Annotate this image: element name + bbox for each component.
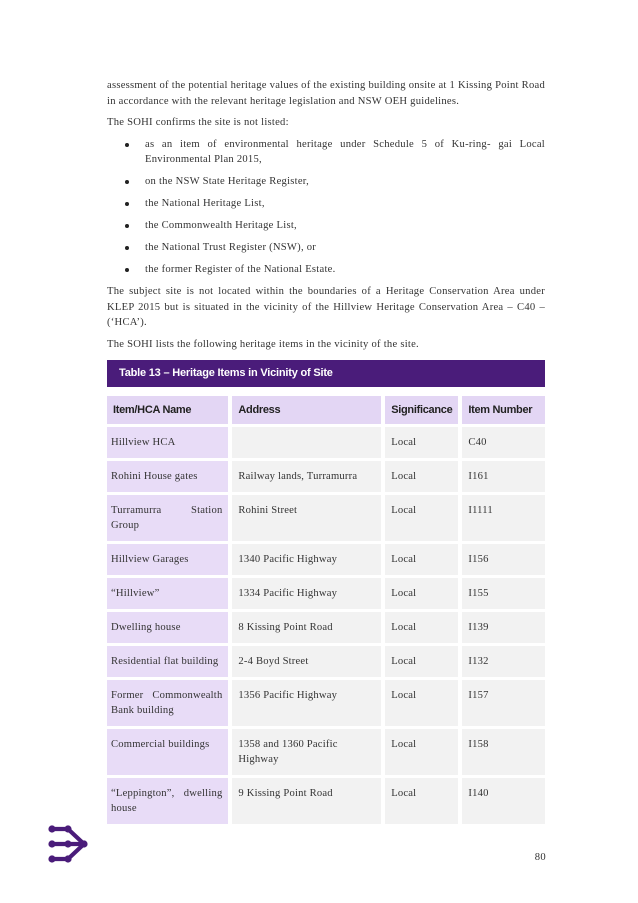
cell-significance: Local	[385, 729, 458, 775]
cell-address: Rohini Street	[232, 495, 381, 541]
cell-address: 1356 Pacific Highway	[232, 680, 381, 726]
table-row	[107, 778, 545, 824]
cell-item-number: I157	[462, 680, 545, 726]
cell-address: 1334 Pacific Highway	[232, 578, 381, 609]
bullet-icon	[125, 202, 129, 206]
cell-significance: Local	[385, 427, 458, 458]
table-caption: Table 13 – Heritage Items in Vicinity of Site	[107, 360, 545, 387]
cell-item-name: Rohini House gates	[107, 461, 228, 492]
cell-significance: Local	[385, 578, 458, 609]
cell-significance: Local	[385, 461, 458, 492]
cell-item-number: I161	[462, 461, 545, 492]
list-item: the former Register of the National Estate.	[107, 262, 545, 278]
bullet-icon	[125, 246, 129, 250]
cell-significance: Local	[385, 544, 458, 575]
cell-address: 9 Kissing Point Road	[232, 778, 381, 824]
bullet-icon	[125, 268, 129, 272]
list-item: the Commonwealth Heritage List,	[107, 218, 545, 234]
list-item: the National Heritage List,	[107, 196, 545, 212]
cell-item-number: I139	[462, 612, 545, 643]
list-item: on the NSW State Heritage Register,	[107, 174, 545, 190]
intro-paragraph-3: The subject site is not located within the boundaries of a Heritage Conservation Area under KLEP 2015 but is situated in the vicinity of the Hillview Heritage Conservation Area – C40 – (‘HCA’).	[107, 286, 545, 328]
not-listed-list	[107, 137, 545, 278]
table-row	[107, 461, 545, 492]
cell-item-name: Turramurra Station Group	[107, 495, 228, 541]
cell-item-name: Hillview HCA	[107, 427, 228, 458]
cell-item-name: Commercial buildings	[107, 729, 228, 775]
cell-address	[232, 427, 381, 458]
bullet-icon	[125, 180, 129, 184]
cell-address: 2-4 Boyd Street	[232, 646, 381, 677]
cell-address: 8 Kissing Point Road	[232, 612, 381, 643]
cell-significance: Local	[385, 612, 458, 643]
cell-item-number: I132	[462, 646, 545, 677]
table-row	[107, 646, 545, 677]
page-number: 80	[534, 852, 546, 863]
table-row	[107, 427, 545, 458]
table-row	[107, 680, 545, 726]
cell-item-number: I156	[462, 544, 545, 575]
list-item: the National Trust Register (NSW), or	[107, 240, 545, 256]
company-logo-icon	[48, 824, 90, 869]
cell-address: 1358 and 1360 Pacific Highway	[232, 729, 381, 775]
table-row	[107, 612, 545, 643]
cell-address: 1340 Pacific Highway	[232, 544, 381, 575]
cell-item-number: I158	[462, 729, 545, 775]
cell-item-name: “Leppington”, dwelling house	[107, 778, 228, 824]
cell-item-number: I140	[462, 778, 545, 824]
cell-address: Railway lands, Turramurra	[232, 461, 381, 492]
cell-item-name: Dwelling house	[107, 612, 228, 643]
cell-item-name: Residential flat building	[107, 646, 228, 677]
table-header-row	[107, 396, 545, 424]
column-header-item-number: Item Number	[462, 396, 545, 424]
column-header-significance: Significance	[385, 396, 458, 424]
table-row	[107, 578, 545, 609]
bullet-icon	[125, 143, 129, 147]
table-body	[107, 427, 545, 824]
intro-paragraph-2: The SOHI confirms the site is not listed:	[107, 117, 289, 128]
cell-item-name: Hillview Garages	[107, 544, 228, 575]
cell-significance: Local	[385, 680, 458, 726]
cell-item-name: Former Commonwealth Bank building	[107, 680, 228, 726]
heritage-items-table	[107, 393, 545, 827]
page-content	[107, 78, 545, 827]
cell-item-name: “Hillview”	[107, 578, 228, 609]
table-row	[107, 544, 545, 575]
table-row	[107, 729, 545, 775]
column-header-address: Address	[232, 396, 381, 424]
cell-significance: Local	[385, 646, 458, 677]
intro-paragraph-4: The SOHI lists the following heritage items in the vicinity of the site.	[107, 338, 419, 350]
cell-item-number: I1111	[462, 495, 545, 541]
list-item: as an item of environmental heritage under Schedule 5 of Ku-ring- gai Local Environmental Plan 2015,	[107, 137, 545, 168]
cell-item-number: C40	[462, 427, 545, 458]
cell-item-number: I155	[462, 578, 545, 609]
intro-paragraph-1: assessment of the potential heritage values of the existing building onsite at 1 Kissing Point Road in accordance with the relevant heritage legislation and NSW OEH guidelines.	[107, 80, 545, 107]
column-header-name: Item/HCA Name	[107, 396, 228, 424]
cell-significance: Local	[385, 778, 458, 824]
cell-significance: Local	[385, 495, 458, 541]
table-row	[107, 495, 545, 541]
bullet-icon	[125, 224, 129, 228]
